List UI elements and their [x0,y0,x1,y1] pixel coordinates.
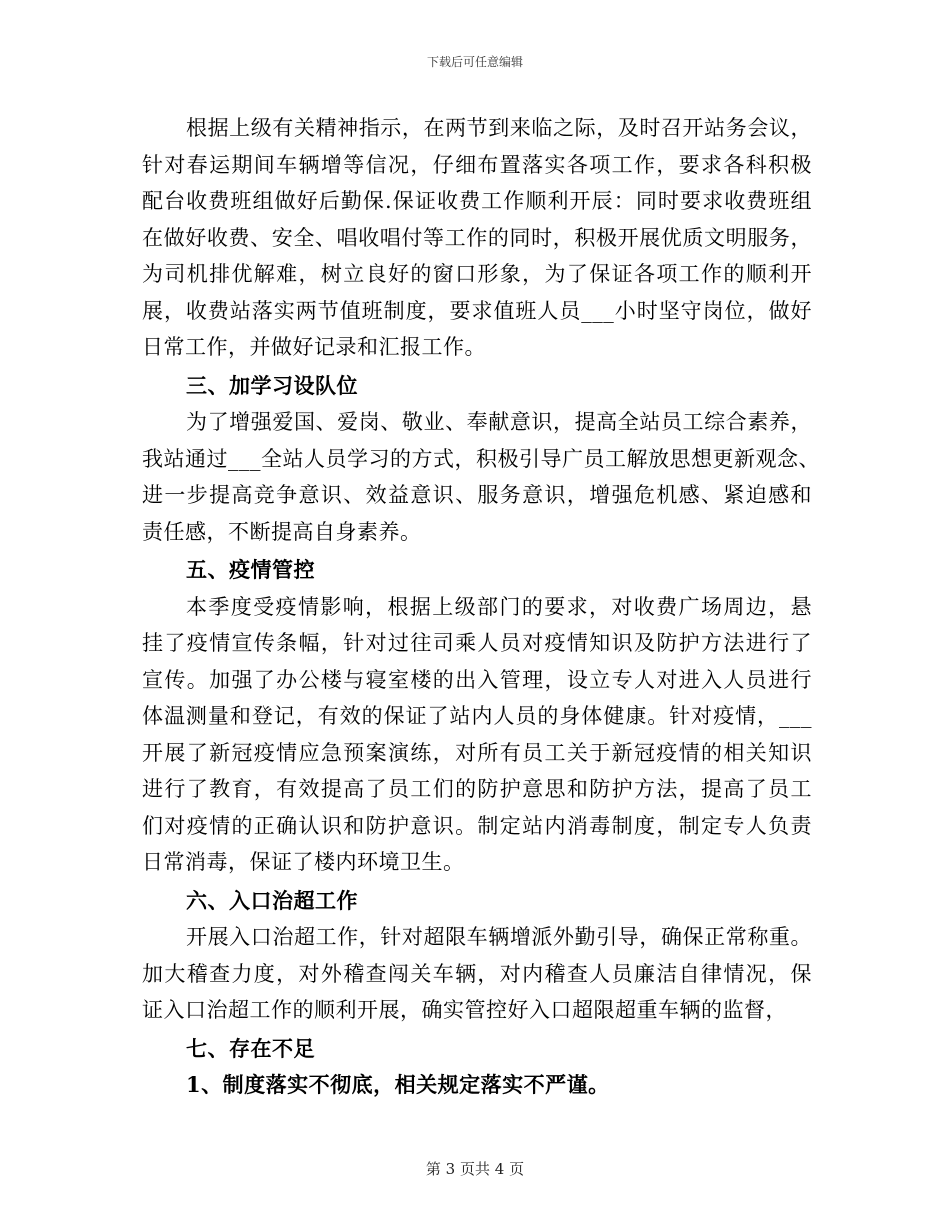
text-line: 在做好收费、安全、唱收唱付等工作的同时，积极开展优质文明服务， [142,225,812,250]
text-line: 本季度受疫情影响，根据上级部门的要求，对收费广场周边，悬 [186,594,812,619]
text-line: 展，收费站落实两节值班制度，要求值班人员___小时坚守岗位，做好 [142,298,812,323]
paragraph-3 [142,589,812,881]
text-line: 挂了疫情宣传条幅，针对过往司乘人员对疫情知识及防护方法进行了 [142,631,812,655]
text-line: 配台收费班组做好后勤保.保证收费工作顺利开辰：同时要求收费班组 [142,189,812,213]
section-heading-3: 三、加学习设队位 [186,372,358,398]
paragraph-2 [142,404,820,550]
text-line: 宣传。加强了办公楼与寝室楼的出入管理，设立专人对进入人员进行 [142,667,812,692]
text-line: 针对春运期间车辆增等信况，仔细布置落实各项工作，要求各科积极 [142,152,812,177]
text-line: 们对疫情的正确认识和防护意识。制定站内消毒制度，制定专人负责 [142,813,812,838]
section-heading-6: 六、入口治超工作 [186,887,358,913]
text-line: 日常消毒，保证了楼内环境卫生。 [142,850,465,874]
text-line: 为了增强爱国、爱岗、敬业、奉献意识，提高全站员工综合素养， [186,410,812,434]
page-header: 下载后可任意编辑 [426,55,523,69]
text-line: 证入口治超工作的顺利开展，确实管控好入口超限超重车辆的监督， [142,998,787,1022]
text-line: 责任感，不断提高自身素养。 [142,519,422,544]
paragraph-4 [142,919,812,1029]
text-line: 我站通过___全站人员学习的方式，积极引导广员工解放思想更新观念、 [142,446,820,471]
text-line: 进行了教育，有效提高了员工们的防护意思和防护方法，提高了员工 [142,777,812,801]
section-heading-7: 七、存在不足 [186,1035,315,1061]
text-line: 日常工作，并做好记录和汇报工作。 [142,335,486,359]
text-line: 体温测量和登记，有效的保证了站内人员的身体健康。针对疫情，___ [142,704,812,728]
deficiency-item-1: 1、制度落实不彻底，相关规定落实不严谨。 [186,1072,610,1097]
text-line: 加大稽查力度，对外稽查闯关车辆，对内稽查人员廉洁自律情况，保 [142,961,812,986]
document-body [142,110,820,1104]
page-footer: 第 3 页共 4 页 [425,1160,525,1178]
paragraph-1 [142,110,812,366]
section-heading-5: 五、疫情管控 [186,557,315,582]
text-line: 进一步提高竞争意识、效益意识、服务意识，增强危机感、紧迫感和 [142,483,812,507]
text-line: 开展入口治超工作，针对超限车辆增派外勤引导，确保正常称重。 [186,925,812,949]
text-line: 根据上级有关精神指示，在两节到来临之际，及时召开站务会议， [186,116,812,140]
text-line: 开展了新冠疫情应急预案演练，对所有员工关于新冠疫情的相关知识 [142,740,812,765]
text-line: 为司机排优解难，树立良好的窗口形象，为了保证各项工作的顺利开 [142,262,812,286]
